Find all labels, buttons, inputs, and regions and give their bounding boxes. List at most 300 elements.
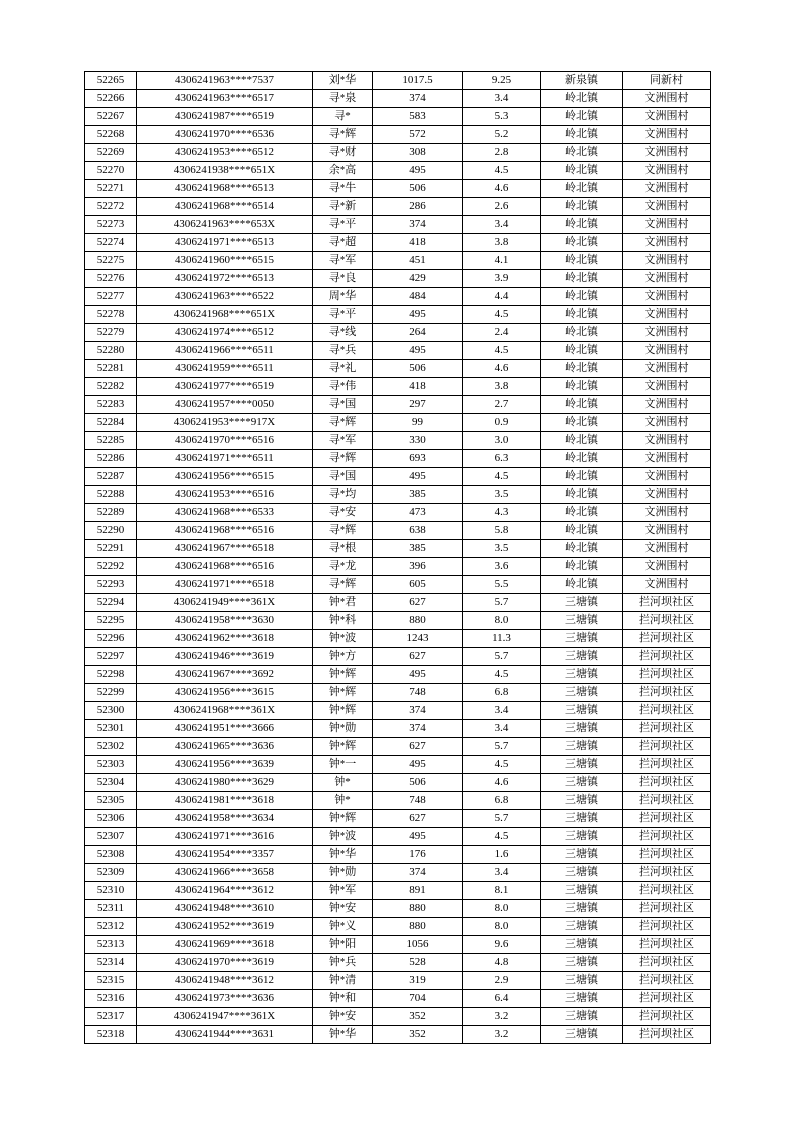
cell-index: 52318	[85, 1026, 137, 1044]
cell-town: 岭北镇	[541, 522, 623, 540]
cell-index: 52312	[85, 918, 137, 936]
cell-name: 寻*平	[313, 216, 373, 234]
table-row	[85, 450, 711, 468]
cell-months: 4.5	[463, 342, 541, 360]
cell-amount: 176	[373, 846, 463, 864]
table-row	[85, 882, 711, 900]
cell-months: 4.5	[463, 162, 541, 180]
cell-index: 52302	[85, 738, 137, 756]
cell-months: 2.4	[463, 324, 541, 342]
cell-town: 岭北镇	[541, 540, 623, 558]
table-row	[85, 288, 711, 306]
cell-name: 寻*平	[313, 306, 373, 324]
cell-id-number: 4306241959****6511	[137, 360, 313, 378]
cell-village: 文洲围村	[623, 576, 711, 594]
cell-id-number: 4306241946****3619	[137, 648, 313, 666]
table-row	[85, 396, 711, 414]
table-row	[85, 954, 711, 972]
cell-name: 周*华	[313, 288, 373, 306]
cell-town: 岭北镇	[541, 270, 623, 288]
cell-town: 三塘镇	[541, 666, 623, 684]
table-row	[85, 270, 711, 288]
cell-index: 52304	[85, 774, 137, 792]
cell-index: 52279	[85, 324, 137, 342]
cell-index: 52280	[85, 342, 137, 360]
cell-name: 钟*清	[313, 972, 373, 990]
cell-name: 寻*龙	[313, 558, 373, 576]
cell-town: 三塘镇	[541, 864, 623, 882]
cell-name: 寻*礼	[313, 360, 373, 378]
cell-id-number: 4306241971****6513	[137, 234, 313, 252]
cell-name: 刘*华	[313, 72, 373, 90]
cell-amount: 748	[373, 792, 463, 810]
cell-id-number: 4306241962****3618	[137, 630, 313, 648]
cell-name: 钟*波	[313, 828, 373, 846]
cell-id-number: 4306241948****3610	[137, 900, 313, 918]
cell-index: 52269	[85, 144, 137, 162]
cell-amount: 319	[373, 972, 463, 990]
cell-village: 文洲围村	[623, 234, 711, 252]
cell-amount: 704	[373, 990, 463, 1008]
cell-index: 52275	[85, 252, 137, 270]
cell-town: 岭北镇	[541, 450, 623, 468]
cell-amount: 385	[373, 540, 463, 558]
cell-id-number: 4306241958****3634	[137, 810, 313, 828]
cell-index: 52278	[85, 306, 137, 324]
cell-amount: 374	[373, 720, 463, 738]
cell-village: 文洲围村	[623, 558, 711, 576]
cell-town: 三塘镇	[541, 954, 623, 972]
cell-village: 文洲围村	[623, 288, 711, 306]
cell-village: 拦河坝社区	[623, 846, 711, 864]
cell-amount: 330	[373, 432, 463, 450]
table-row	[85, 90, 711, 108]
cell-amount: 385	[373, 486, 463, 504]
cell-town: 岭北镇	[541, 144, 623, 162]
cell-amount: 286	[373, 198, 463, 216]
cell-village: 拦河坝社区	[623, 864, 711, 882]
cell-town: 岭北镇	[541, 234, 623, 252]
cell-town: 三塘镇	[541, 630, 623, 648]
cell-village: 拦河坝社区	[623, 810, 711, 828]
table-row	[85, 522, 711, 540]
cell-index: 52287	[85, 468, 137, 486]
table-row	[85, 972, 711, 990]
table-row	[85, 162, 711, 180]
cell-amount: 605	[373, 576, 463, 594]
cell-id-number: 4306241971****3616	[137, 828, 313, 846]
cell-index: 52313	[85, 936, 137, 954]
cell-months: 3.4	[463, 720, 541, 738]
cell-index: 52310	[85, 882, 137, 900]
cell-months: 3.8	[463, 378, 541, 396]
cell-name: 钟*君	[313, 594, 373, 612]
records-table-body	[85, 72, 711, 1044]
cell-name: 钟*辉	[313, 666, 373, 684]
cell-months: 9.25	[463, 72, 541, 90]
cell-town: 三塘镇	[541, 936, 623, 954]
cell-village: 拦河坝社区	[623, 702, 711, 720]
table-row	[85, 324, 711, 342]
cell-town: 岭北镇	[541, 126, 623, 144]
cell-village: 文洲围村	[623, 216, 711, 234]
cell-name: 钟*辉	[313, 684, 373, 702]
cell-index: 52294	[85, 594, 137, 612]
cell-town: 岭北镇	[541, 378, 623, 396]
cell-name: 钟*和	[313, 990, 373, 1008]
cell-amount: 880	[373, 612, 463, 630]
cell-name: 寻*牛	[313, 180, 373, 198]
cell-months: 4.3	[463, 504, 541, 522]
cell-village: 文洲围村	[623, 306, 711, 324]
cell-amount: 297	[373, 396, 463, 414]
cell-town: 三塘镇	[541, 918, 623, 936]
cell-village: 拦河坝社区	[623, 594, 711, 612]
cell-months: 5.7	[463, 648, 541, 666]
cell-name: 寻*辉	[313, 522, 373, 540]
table-row	[85, 774, 711, 792]
cell-name: 寻*良	[313, 270, 373, 288]
cell-name: 寻*安	[313, 504, 373, 522]
cell-village: 文洲围村	[623, 414, 711, 432]
cell-village: 文洲围村	[623, 324, 711, 342]
cell-months: 4.5	[463, 756, 541, 774]
cell-index: 52303	[85, 756, 137, 774]
cell-village: 拦河坝社区	[623, 1008, 711, 1026]
table-row	[85, 576, 711, 594]
cell-town: 三塘镇	[541, 792, 623, 810]
table-row	[85, 990, 711, 1008]
cell-amount: 506	[373, 774, 463, 792]
cell-amount: 418	[373, 378, 463, 396]
cell-id-number: 4306241968****6516	[137, 522, 313, 540]
cell-village: 文洲围村	[623, 90, 711, 108]
cell-months: 3.5	[463, 486, 541, 504]
cell-index: 52274	[85, 234, 137, 252]
cell-village: 文洲围村	[623, 198, 711, 216]
cell-index: 52284	[85, 414, 137, 432]
cell-amount: 99	[373, 414, 463, 432]
cell-months: 0.9	[463, 414, 541, 432]
cell-index: 52271	[85, 180, 137, 198]
cell-id-number: 4306241963****6517	[137, 90, 313, 108]
cell-town: 岭北镇	[541, 288, 623, 306]
cell-town: 岭北镇	[541, 180, 623, 198]
cell-village: 拦河坝社区	[623, 720, 711, 738]
cell-amount: 1056	[373, 936, 463, 954]
cell-name: 钟*科	[313, 612, 373, 630]
cell-id-number: 4306241944****3631	[137, 1026, 313, 1044]
table-row	[85, 360, 711, 378]
cell-amount: 352	[373, 1008, 463, 1026]
cell-town: 三塘镇	[541, 810, 623, 828]
cell-id-number: 4306241974****6512	[137, 324, 313, 342]
cell-id-number: 4306241973****3636	[137, 990, 313, 1008]
cell-town: 三塘镇	[541, 774, 623, 792]
cell-months: 3.2	[463, 1008, 541, 1026]
cell-index: 52301	[85, 720, 137, 738]
cell-id-number: 4306241970****6516	[137, 432, 313, 450]
cell-id-number: 4306241971****6518	[137, 576, 313, 594]
cell-id-number: 4306241987****6519	[137, 108, 313, 126]
cell-index: 52285	[85, 432, 137, 450]
cell-amount: 484	[373, 288, 463, 306]
cell-town: 三塘镇	[541, 972, 623, 990]
cell-amount: 880	[373, 918, 463, 936]
cell-months: 5.5	[463, 576, 541, 594]
cell-town: 三塘镇	[541, 648, 623, 666]
cell-amount: 396	[373, 558, 463, 576]
cell-name: 寻*泉	[313, 90, 373, 108]
table-row	[85, 414, 711, 432]
cell-months: 3.5	[463, 540, 541, 558]
cell-village: 文洲围村	[623, 540, 711, 558]
cell-name: 钟*勋	[313, 720, 373, 738]
cell-index: 52308	[85, 846, 137, 864]
cell-name: 寻*军	[313, 432, 373, 450]
cell-id-number: 4306241960****6515	[137, 252, 313, 270]
cell-village: 拦河坝社区	[623, 918, 711, 936]
cell-town: 岭北镇	[541, 468, 623, 486]
cell-town: 三塘镇	[541, 702, 623, 720]
table-row	[85, 684, 711, 702]
cell-index: 52266	[85, 90, 137, 108]
cell-id-number: 4306241952****3619	[137, 918, 313, 936]
table-row	[85, 900, 711, 918]
cell-index: 52307	[85, 828, 137, 846]
cell-village: 文洲围村	[623, 180, 711, 198]
cell-village: 文洲围村	[623, 468, 711, 486]
cell-village: 文洲围村	[623, 432, 711, 450]
cell-months: 3.8	[463, 234, 541, 252]
cell-village: 拦河坝社区	[623, 954, 711, 972]
cell-months: 5.7	[463, 594, 541, 612]
cell-name: 寻*辉	[313, 576, 373, 594]
cell-months: 6.8	[463, 684, 541, 702]
cell-id-number: 4306241953****917X	[137, 414, 313, 432]
cell-index: 52311	[85, 900, 137, 918]
cell-amount: 495	[373, 342, 463, 360]
cell-id-number: 4306241947****361X	[137, 1008, 313, 1026]
cell-amount: 352	[373, 1026, 463, 1044]
cell-town: 岭北镇	[541, 306, 623, 324]
cell-town: 岭北镇	[541, 198, 623, 216]
cell-index: 52272	[85, 198, 137, 216]
cell-amount: 374	[373, 90, 463, 108]
cell-name: 钟*华	[313, 846, 373, 864]
cell-amount: 374	[373, 702, 463, 720]
cell-name: 寻*辉	[313, 126, 373, 144]
cell-index: 52306	[85, 810, 137, 828]
cell-village: 拦河坝社区	[623, 882, 711, 900]
cell-index: 52314	[85, 954, 137, 972]
cell-id-number: 4306241949****361X	[137, 594, 313, 612]
cell-town: 岭北镇	[541, 252, 623, 270]
cell-id-number: 4306241956****3639	[137, 756, 313, 774]
cell-name: 钟*一	[313, 756, 373, 774]
cell-id-number: 4306241968****651X	[137, 306, 313, 324]
table-row	[85, 846, 711, 864]
cell-amount: 528	[373, 954, 463, 972]
cell-amount: 495	[373, 306, 463, 324]
cell-town: 新泉镇	[541, 72, 623, 90]
cell-name: 钟*义	[313, 918, 373, 936]
cell-id-number: 4306241963****6522	[137, 288, 313, 306]
cell-village: 文洲围村	[623, 342, 711, 360]
cell-index: 52299	[85, 684, 137, 702]
cell-name: 钟*华	[313, 1026, 373, 1044]
cell-town: 三塘镇	[541, 846, 623, 864]
cell-village: 拦河坝社区	[623, 972, 711, 990]
cell-town: 岭北镇	[541, 360, 623, 378]
cell-name: 钟*辉	[313, 738, 373, 756]
cell-village: 拦河坝社区	[623, 756, 711, 774]
cell-name: 寻*根	[313, 540, 373, 558]
cell-town: 岭北镇	[541, 342, 623, 360]
cell-index: 52282	[85, 378, 137, 396]
cell-amount: 374	[373, 216, 463, 234]
cell-village: 文洲围村	[623, 126, 711, 144]
cell-town: 岭北镇	[541, 90, 623, 108]
cell-name: 寻*财	[313, 144, 373, 162]
cell-id-number: 4306241968****6514	[137, 198, 313, 216]
table-row	[85, 792, 711, 810]
cell-village: 拦河坝社区	[623, 738, 711, 756]
table-row	[85, 864, 711, 882]
cell-village: 拦河坝社区	[623, 828, 711, 846]
cell-id-number: 4306241968****361X	[137, 702, 313, 720]
cell-id-number: 4306241956****3615	[137, 684, 313, 702]
cell-months: 6.4	[463, 990, 541, 1008]
table-row	[85, 720, 711, 738]
table-row	[85, 468, 711, 486]
table-row	[85, 306, 711, 324]
cell-town: 岭北镇	[541, 396, 623, 414]
cell-village: 拦河坝社区	[623, 1026, 711, 1044]
cell-months: 3.6	[463, 558, 541, 576]
cell-months: 3.0	[463, 432, 541, 450]
cell-village: 文洲围村	[623, 522, 711, 540]
cell-amount: 429	[373, 270, 463, 288]
cell-months: 5.8	[463, 522, 541, 540]
cell-name: 寻*军	[313, 252, 373, 270]
cell-town: 岭北镇	[541, 486, 623, 504]
cell-town: 三塘镇	[541, 1026, 623, 1044]
cell-town: 岭北镇	[541, 576, 623, 594]
table-row	[85, 1008, 711, 1026]
cell-amount: 451	[373, 252, 463, 270]
cell-months: 1.6	[463, 846, 541, 864]
table-row	[85, 666, 711, 684]
cell-months: 9.6	[463, 936, 541, 954]
table-row	[85, 558, 711, 576]
cell-name: 寻*国	[313, 396, 373, 414]
cell-months: 3.4	[463, 864, 541, 882]
cell-months: 3.4	[463, 90, 541, 108]
table-row	[85, 648, 711, 666]
cell-id-number: 4306241967****3692	[137, 666, 313, 684]
cell-town: 三塘镇	[541, 720, 623, 738]
cell-town: 三塘镇	[541, 594, 623, 612]
table-row	[85, 738, 711, 756]
cell-town: 三塘镇	[541, 1008, 623, 1026]
cell-town: 三塘镇	[541, 990, 623, 1008]
table-row	[85, 504, 711, 522]
cell-months: 8.0	[463, 612, 541, 630]
cell-amount: 1017.5	[373, 72, 463, 90]
cell-amount: 473	[373, 504, 463, 522]
cell-village: 拦河坝社区	[623, 630, 711, 648]
cell-village: 拦河坝社区	[623, 774, 711, 792]
cell-months: 2.7	[463, 396, 541, 414]
cell-index: 52268	[85, 126, 137, 144]
cell-index: 52295	[85, 612, 137, 630]
cell-name: 寻*伟	[313, 378, 373, 396]
table-row	[85, 234, 711, 252]
cell-name: 钟*勋	[313, 864, 373, 882]
cell-town: 岭北镇	[541, 108, 623, 126]
cell-name: 钟*辉	[313, 702, 373, 720]
cell-id-number: 4306241969****3618	[137, 936, 313, 954]
cell-amount: 506	[373, 360, 463, 378]
table-row	[85, 252, 711, 270]
table-row	[85, 612, 711, 630]
cell-village: 拦河坝社区	[623, 648, 711, 666]
table-row	[85, 126, 711, 144]
cell-months: 6.3	[463, 450, 541, 468]
cell-months: 6.8	[463, 792, 541, 810]
cell-id-number: 4306241980****3629	[137, 774, 313, 792]
cell-village: 拦河坝社区	[623, 612, 711, 630]
cell-id-number: 4306241948****3612	[137, 972, 313, 990]
cell-amount: 495	[373, 162, 463, 180]
cell-village: 文洲围村	[623, 360, 711, 378]
table-row	[85, 216, 711, 234]
cell-months: 2.9	[463, 972, 541, 990]
cell-months: 4.4	[463, 288, 541, 306]
cell-amount: 264	[373, 324, 463, 342]
cell-name: 寻*辉	[313, 414, 373, 432]
cell-index: 52276	[85, 270, 137, 288]
cell-name: 寻*国	[313, 468, 373, 486]
cell-id-number: 4306241954****3357	[137, 846, 313, 864]
cell-name: 钟*安	[313, 900, 373, 918]
cell-index: 52290	[85, 522, 137, 540]
cell-town: 岭北镇	[541, 558, 623, 576]
cell-amount: 627	[373, 648, 463, 666]
cell-amount: 374	[373, 864, 463, 882]
table-row	[85, 108, 711, 126]
cell-town: 三塘镇	[541, 882, 623, 900]
table-row	[85, 810, 711, 828]
cell-name: 钟*安	[313, 1008, 373, 1026]
cell-index: 52270	[85, 162, 137, 180]
records-table	[84, 71, 711, 1044]
cell-index: 52265	[85, 72, 137, 90]
cell-index: 52305	[85, 792, 137, 810]
cell-id-number: 4306241972****6513	[137, 270, 313, 288]
cell-id-number: 4306241968****6533	[137, 504, 313, 522]
cell-amount: 418	[373, 234, 463, 252]
cell-name: 钟*兵	[313, 954, 373, 972]
cell-months: 4.5	[463, 468, 541, 486]
cell-name: 钟*	[313, 792, 373, 810]
table-row	[85, 486, 711, 504]
cell-name: 钟*方	[313, 648, 373, 666]
cell-id-number: 4306241968****6513	[137, 180, 313, 198]
cell-id-number: 4306241970****3619	[137, 954, 313, 972]
cell-amount: 495	[373, 756, 463, 774]
